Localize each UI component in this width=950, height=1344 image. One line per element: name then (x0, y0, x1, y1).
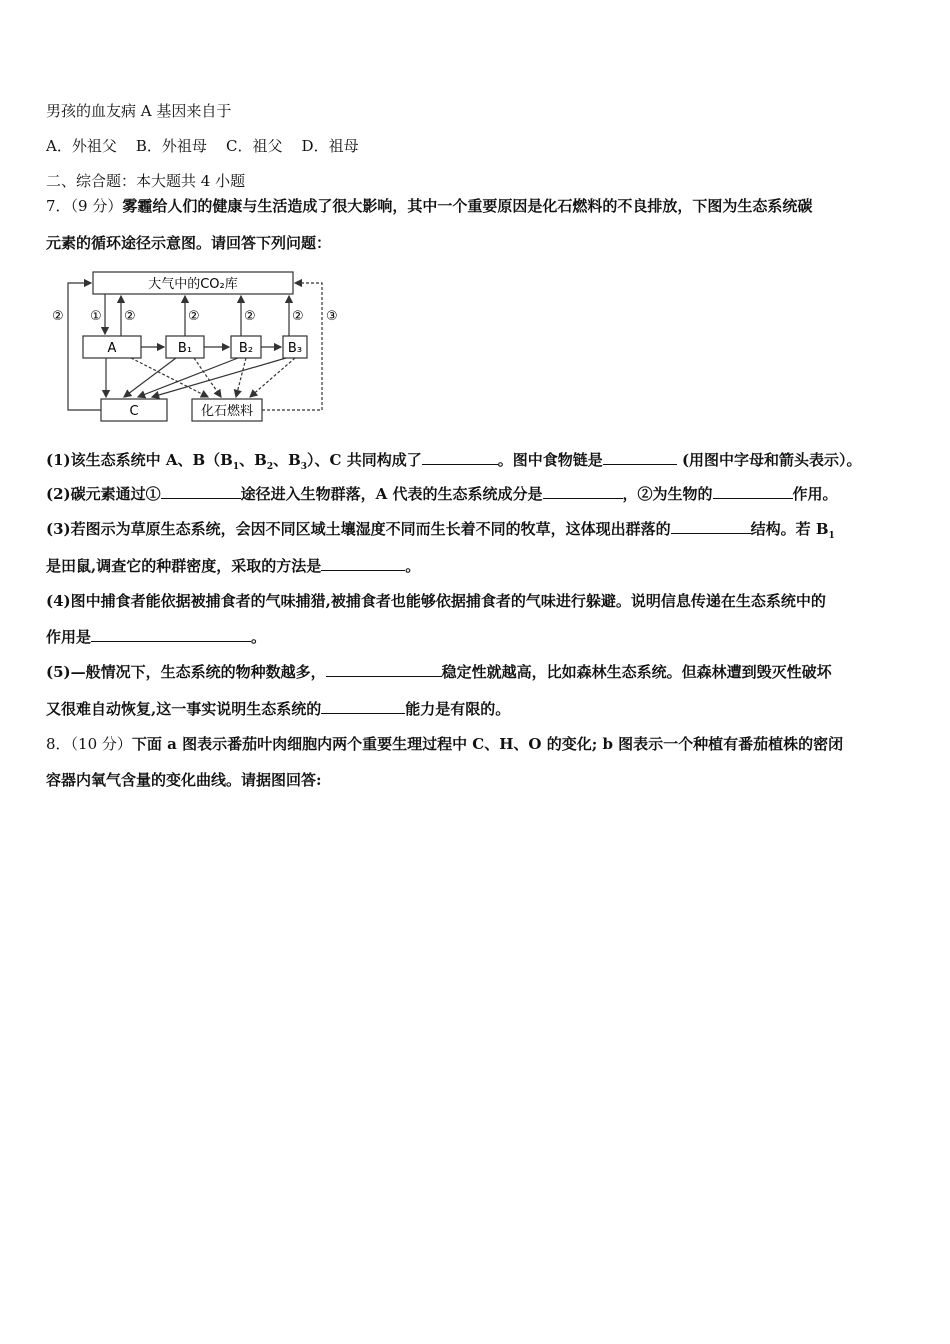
q7-stem-line2: 元素的循环途径示意图。请回答下列问题： (46, 234, 332, 252)
arrow-b2-c (138, 358, 238, 397)
q7-part1 (46, 450, 862, 477)
answer-blank[interactable] (713, 484, 793, 499)
q7-p1-text-f: (用图中字母和箭头表示）。 (676, 451, 862, 469)
q7-p1-sub2: 2 (266, 462, 274, 472)
label-2-c: ② (52, 309, 64, 324)
q7-p2-text-c: ，②为生物的 (622, 485, 713, 503)
answer-blank[interactable] (321, 556, 405, 571)
section2-title: 二、综合题：本大题共 4 小题 (46, 172, 246, 190)
q7-p3-text-d: 。 (405, 557, 421, 575)
q8-number: 8． (46, 735, 71, 753)
answer-blank[interactable] (603, 450, 677, 465)
q7-part3-line2 (46, 556, 420, 576)
q7-part4-line2 (46, 627, 266, 647)
q7-p4-text-b: 作用是 (46, 628, 92, 646)
node-c-label: C (129, 404, 139, 419)
answer-blank[interactable] (91, 627, 251, 642)
answer-blank[interactable] (543, 484, 623, 499)
node-b2-label: B₂ (238, 341, 254, 356)
q7-p1-text-a: (1)该生态系统中 A、B（B (46, 451, 233, 469)
node-a-label: A (107, 341, 117, 356)
q8-stem1: 下面 a 图表示番茄叶肉细胞内两个重要生理过程中 C、H、O 的变化; b 图表示一个种植有番茄植株的密闭 (131, 735, 844, 753)
q7-p1-text-d: ）、C 共同构成了 (307, 451, 422, 469)
q7-p5-text-a: (5)—般情况下，生态系统的物种数越多， (46, 663, 326, 681)
carbon-cycle-diagram (46, 262, 346, 422)
q7-p4-text-c: 。 (251, 628, 267, 646)
answer-blank[interactable] (326, 662, 442, 677)
node-b1-label: B₁ (177, 341, 193, 356)
q7-number: 7． (46, 197, 71, 215)
arrow-b3-c (152, 358, 286, 397)
fossil-fuel-label: 化石燃料 (200, 404, 254, 419)
q7-stem-line1 (46, 196, 812, 216)
q8-stem-line2: 容器内氧气含量的变化曲线。请据图回答: (46, 771, 322, 789)
arrow-b2-fossil (236, 358, 246, 397)
answer-blank[interactable] (422, 450, 498, 465)
q7-p3-text-a: (3)若图示为草原生态系统，会因不同区域土壤湿度不同而生长着不同的牧草，这体现出群落的 (46, 520, 671, 538)
q7-part5-line2 (46, 699, 510, 719)
q8-points: （10 分） (70, 735, 132, 753)
q7-p1-sub3: 3 (300, 462, 308, 472)
answer-blank[interactable] (321, 699, 405, 714)
q7-p2-text-a: (2)碳元素通过① (46, 485, 161, 503)
q7-p2-text-d: 作用。 (792, 485, 838, 503)
atmosphere-label: 大气中的CO₂库 (148, 277, 238, 292)
q8-stem-line1 (46, 734, 843, 754)
label-2-b2: ② (244, 309, 256, 324)
label-3: ③ (326, 309, 338, 324)
q7-p1-text-b: 、B (239, 451, 267, 469)
q7-p1-text-c: 、B (273, 451, 301, 469)
q7-p1-text-e: 。图中食物链是 (497, 451, 603, 469)
q7-points: （9 分） (70, 197, 123, 215)
label-2-b1: ② (188, 309, 200, 324)
q7-part3-line1 (46, 519, 835, 546)
label-2-a: ② (124, 309, 136, 324)
q7-p2-text-b: 途径进入生物群落，A 代表的生态系统成分是 (240, 485, 543, 503)
q7-stem1: 雾霾给人们的健康与生活造成了很大影响，其中一个重要原因是化石燃料的不良排放，下图为生态系统碳 (122, 197, 813, 215)
q6-options: A．外祖父 B．外祖母 C．祖父 D．祖母 (46, 137, 359, 155)
node-b3-label: B₃ (287, 341, 303, 356)
label-1: ① (90, 309, 102, 324)
arrow-b3-fossil (250, 358, 295, 397)
label-2-b3: ② (292, 309, 304, 324)
q7-p5-text-c: 又很难自动恢复,这一事实说明生态系统的 (46, 700, 322, 718)
q7-p1-sub1: 1 (232, 462, 240, 472)
q7-p5-text-b: 稳定性就越高，比如森林生态系统。但森林遭到毁灭性破坏 (441, 663, 832, 681)
answer-blank[interactable] (161, 484, 241, 499)
q7-part4-line1: (4)图中捕食者能依据被捕食者的气味捕猎,被捕食者也能够依据捕食者的气味进行躲避。说明信息传递在生态系统中的 (46, 592, 826, 610)
arrow-a-fossil (131, 358, 208, 397)
q6-stem-end: 男孩的血友病 A 基因来自于 (46, 102, 232, 120)
answer-blank[interactable] (671, 519, 751, 534)
q7-part2 (46, 484, 838, 504)
q7-part5-line1 (46, 662, 832, 682)
q7-p3-text-c: 是田鼠,调查它的种群密度，采取的方法是 (46, 557, 322, 575)
q7-p5-text-d: 能力是有限的。 (405, 700, 511, 718)
q7-p3-text-b: 结构。若 B (750, 520, 829, 538)
q7-p3-sub: 1 (828, 531, 835, 541)
